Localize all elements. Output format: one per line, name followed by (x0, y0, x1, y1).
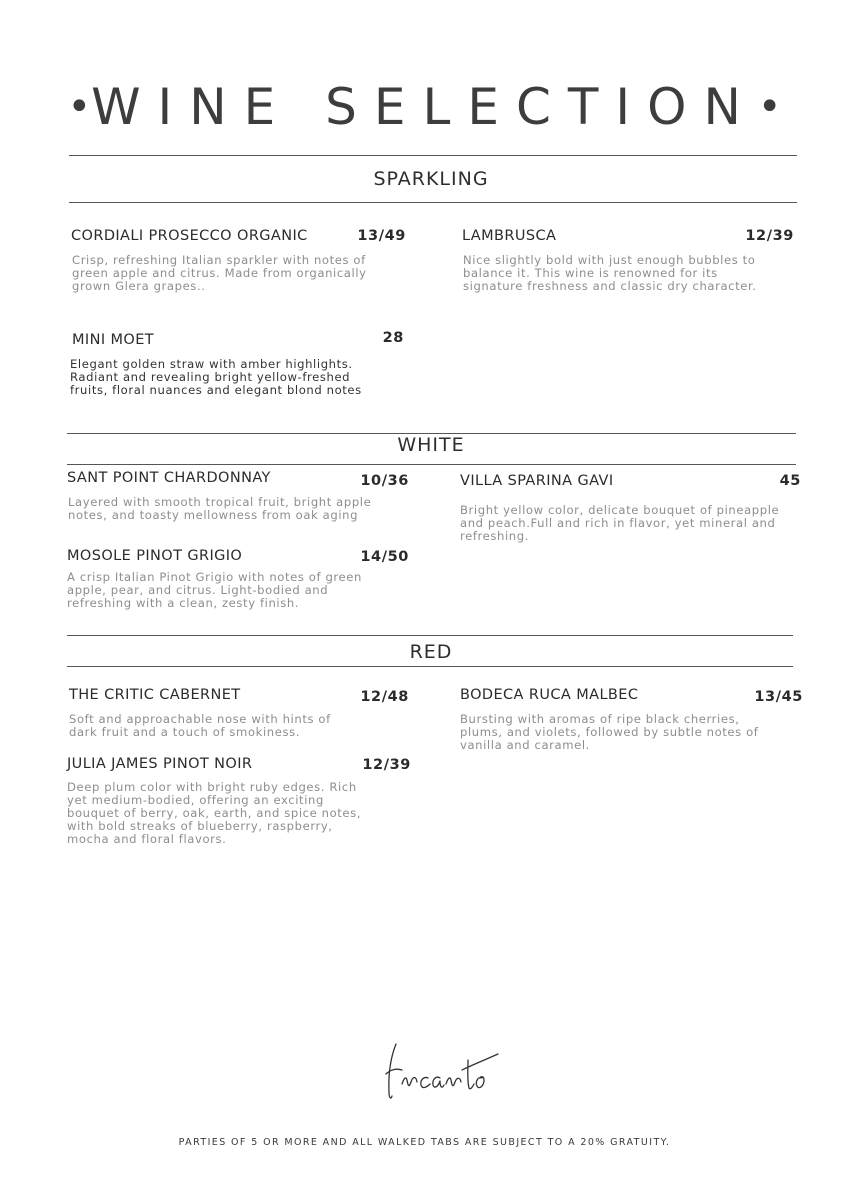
section-heading-sparkling: SPARKLING (373, 168, 489, 190)
signature-text: Incanto (445, 1104, 449, 1105)
section-heading-red: RED (409, 641, 453, 663)
wine-description: Bursting with aromas of ripe black cherries, plums, and violets, followed by subtle notes of vanilla and caramel. (460, 712, 759, 752)
wine-description: Crisp, refreshing Italian sparkler with notes of green apple and citrus. Made from organically grown Glera grapes.. (72, 253, 367, 293)
divider (67, 635, 793, 636)
wine-price: 12/48 (360, 689, 409, 705)
menu-title-text: WINE SELECTION (91, 78, 758, 136)
wine-name: MINI MOET (72, 332, 155, 348)
wine-description: Elegant golden straw with amber highlights. Radiant and revealing bright yellow-freshed fruits, floral nuances and elegant blond notes (70, 357, 362, 397)
divider (69, 155, 797, 156)
section-heading-white: WHITE (397, 434, 465, 456)
wine-price: 13/45 (754, 689, 803, 705)
wine-description: Deep plum color with bright ruby edges. Rich yet medium-bodied, offering an exciting bouquet of berry, oak, earth, and spice notes, with bold streaks of blueberry, raspberry, mocha and floral flavors. (67, 780, 362, 846)
divider (67, 666, 793, 667)
wine-name: VILLA SPARINA GAVI (460, 473, 614, 489)
wine-price: 10/36 (360, 473, 409, 489)
incanto-signature-logo (380, 1040, 510, 1106)
wine-description: Layered with smooth tropical fruit, bright apple notes, and toasty mellowness from oak aging (68, 495, 372, 522)
wine-price: 12/39 (745, 228, 794, 244)
menu-title (0, 78, 849, 136)
divider (69, 202, 797, 203)
wine-name: THE CRITIC CABERNET (69, 687, 241, 703)
title-bullet-left: • (67, 84, 92, 130)
wine-description: Bright yellow color, delicate bouquet of pineapple and peach.Full and rich in flavor, yet mineral and refreshing. (460, 503, 780, 543)
wine-name: LAMBRUSCA (462, 228, 557, 244)
gratuity-notice: PARTIES OF 5 OR MORE AND ALL WALKED TABS ARE SUBJECT TO A 20% GRATUITY. (178, 1137, 671, 1148)
wine-description: Soft and approachable nose with hints of dark fruit and a touch of smokiness. (69, 712, 331, 739)
wine-name: CORDIALI PROSECCO ORGANIC (71, 228, 308, 244)
wine-price: 12/39 (362, 757, 411, 773)
wine-price: 14/50 (360, 549, 409, 565)
divider (67, 464, 796, 465)
title-bullet-right: • (757, 84, 782, 130)
wine-price: 28 (382, 330, 404, 346)
wine-name: JULIA JAMES PINOT NOIR (67, 756, 253, 772)
wine-description: A crisp Italian Pinot Grigio with notes of green apple, pear, and citrus. Light-bodied and refreshing with a clean, zesty finish. (67, 570, 362, 610)
wine-name: SANT POINT CHARDONNAY (67, 470, 271, 486)
wine-description: Nice slightly bold with just enough bubbles to balance it. This wine is renowned for its signature freshness and classic dry character. (463, 253, 757, 293)
wine-name: MOSOLE PINOT GRIGIO (67, 548, 243, 564)
wine-price: 45 (779, 473, 801, 489)
wine-price: 13/49 (357, 228, 406, 244)
wine-name: BODECA RUCA MALBEC (460, 687, 639, 703)
